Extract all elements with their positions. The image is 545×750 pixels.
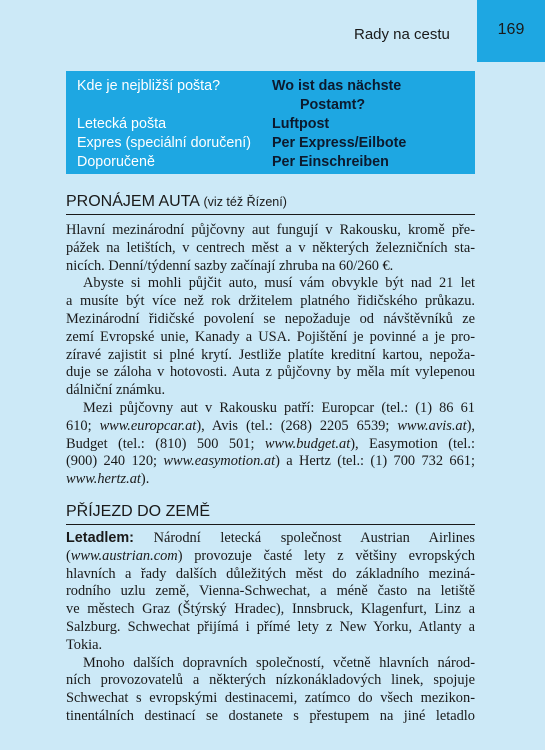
running-title: Rady na cestu: [354, 26, 450, 43]
phrasebook-box: [66, 71, 475, 174]
section-heading-car-rental: PRONÁJEM AUTA (viz též Řízení): [66, 193, 475, 215]
link[interactable]: www.austrian.com: [70, 547, 178, 564]
phrase-row: [77, 153, 467, 172]
link[interactable]: www.hertz.at: [66, 471, 141, 488]
phrase-german: Wo ist das nächste Postamt?: [272, 78, 402, 113]
phrase-czech: Doporučeně: [77, 154, 155, 170]
link[interactable]: www.easymotion.at: [163, 453, 276, 470]
paragraph: Mnoho dalších dopravních společností, včetně hlavních národ- ních provozovatelů a některých nízkonákladových linek, spojuje Schwechat s evropskými destinacemi, zatímco do všech mezikon- tinentálních destinací se dostanete s přestupem na jiné letadlo: [66, 654, 475, 724]
paragraph: Abyste si mohli půjčit auto, musí vám obvykle být nad 21 let a musíte být více než rok držitelem platného řidičského průkazu. Mezinárodní řidičské povolení se nepožaduje od návštěvníků ze zemí Evropské unie, Kanady a USA. Pojištění je povinné a je pro- zíravé zajistit si plné krytí. Jestliže platíte kreditní kartou, nepoža- duje se záloha v hotovosti. Auta z půjčovny by měla mít vylepenou dálniční známku.: [66, 275, 475, 399]
phrase-czech: Letecká pošta: [77, 116, 167, 132]
phrase-german: Per Express/Eilbote: [272, 135, 407, 151]
paragraph: Hlavní mezinárodní půjčovny aut fungují v Rakousku, kromě pře- pážek na letištích, v centrech měst a v některých železničních sta- nicích. Denní/týdenní sazby začínají zhruba na 60/260 €.: [66, 222, 475, 274]
phrase-row: [77, 115, 467, 134]
car-rental-text: [66, 222, 475, 489]
link[interactable]: www.europcar.at: [99, 417, 197, 434]
link[interactable]: www.budget.at: [264, 435, 351, 452]
paragraph: Mezi půjčovny aut v Rakousku patří: Europcar (tel.: (1) 86 61 610; www.europcar.at), Avis (tel.: (268) 2205 6539; www.avis.at), Budget (tel.: (810) 500 501; www.budget.at), Easymotion (tel.: (900) 240 120; www.easymotion.at) a Hertz (tel.: (1) 700 732 661; www.hertz.at).: [66, 399, 476, 488]
section-heading-arrival: PŘÍJEZD DO ZEMĚ: [66, 503, 475, 525]
link[interactable]: www.avis.at: [397, 417, 467, 434]
phrase-czech: Kde je nejbližší pošta?: [77, 78, 221, 94]
phrase-czech: Expres (speciální doručení): [77, 135, 252, 151]
phrase-row: [77, 77, 467, 115]
phrase-german: Luftpost: [272, 116, 330, 132]
page-number: 169: [477, 0, 545, 62]
paragraph: Letadlem: Národní letecká společnost Austrian Airlines (www.austrian.com) provozuje časté lety z většiny evropských hlavních a řady dalších důležitých měst do základního meziná- rodního uzlu země, Vienna-Schwechat, a méně často na letiště ve městech Graz (Štýrský Hradec), Innsbruck, Klagenfurt, Linz a Salzburg. Schwechat přijímá i přímé lety z New Yorku, Atlanty a Tokia.: [66, 530, 475, 653]
phrase-german: Per Einschreiben: [272, 154, 389, 170]
arrival-text: [66, 530, 475, 726]
phrase-row: [77, 134, 467, 153]
